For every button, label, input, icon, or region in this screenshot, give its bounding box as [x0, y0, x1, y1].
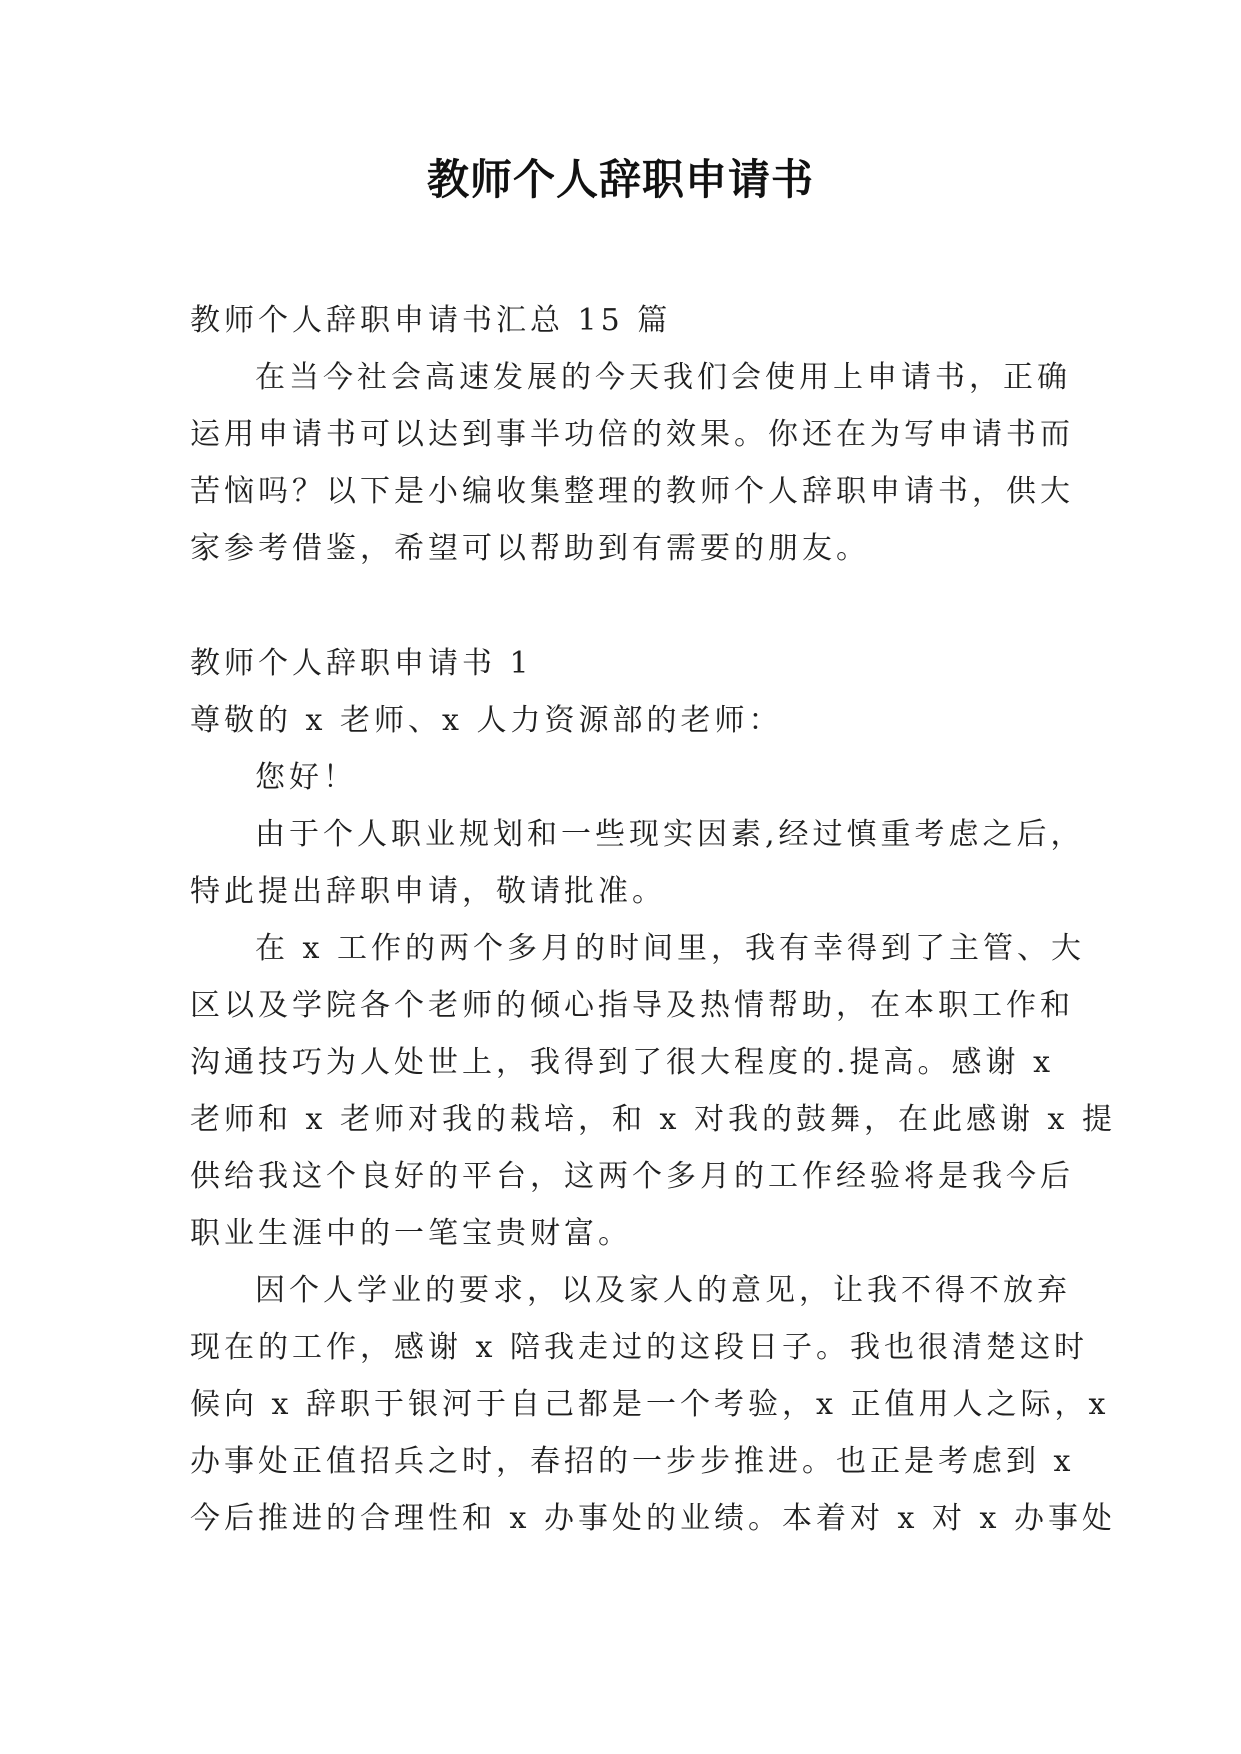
paragraph-line: 供给我这个良好的平台，这两个多月的工作经验将是我今后 [190, 1159, 1074, 1194]
paragraph-line: 现在的工作，感谢 x 陪我走过的这段日子。我也很清楚这时 [190, 1330, 1088, 1365]
salutation: 尊敬的 x 老师、x 人力资源部的老师： [190, 703, 783, 738]
intro-line: 运用申请书可以达到事半功倍的效果。你还在为写申请书而 [190, 417, 1074, 452]
paragraph-line: 职业生涯中的一笔宝贵财富。 [190, 1216, 632, 1251]
paragraph-line: 区以及学院各个老师的倾心指导及热情帮助，在本职工作和 [190, 988, 1074, 1023]
section-heading: 教师个人辞职申请书 1 [190, 646, 533, 681]
paragraph-line: 老师和 x 老师对我的栽培，和 x 对我的鼓舞，在此感谢 x 提 [190, 1102, 1116, 1137]
paragraph-line: 沟通技巧为人处世上，我得到了很大程度的.提高。感谢 x [190, 1045, 1054, 1080]
greeting: 您好！ [255, 760, 357, 795]
paragraph-line: 由于个人职业规划和一些现实因素,经过慎重考虑之后， [255, 817, 1085, 852]
document-subtitle: 教师个人辞职申请书汇总 15 篇 [190, 303, 672, 338]
intro-line: 在当今社会高速发展的今天我们会使用上申请书，正确 [255, 360, 1071, 395]
paragraph-line: 在 x 工作的两个多月的时间里，我有幸得到了主管、大 [255, 931, 1085, 966]
paragraph-line: 办事处正值招兵之时，春招的一步步推进。也正是考虑到 x [190, 1444, 1075, 1479]
paragraph-line: 因个人学业的要求，以及家人的意见，让我不得不放弃 [255, 1273, 1071, 1308]
intro-line: 苦恼吗？以下是小编收集整理的教师个人辞职申请书，供大 [190, 474, 1074, 509]
document-title: 教师个人辞职申请书 [426, 155, 814, 204]
paragraph-line: 候向 x 辞职于银河于自己都是一个考验，x 正值用人之际，x [190, 1387, 1110, 1422]
intro-line: 家参考借鉴，希望可以帮助到有需要的朋友。 [190, 531, 870, 566]
paragraph-line: 今后推进的合理性和 x 办事处的业绩。本着对 x 对 x 办事处 [190, 1501, 1116, 1536]
paragraph-line: 特此提出辞职申请，敬请批准。 [190, 874, 666, 909]
